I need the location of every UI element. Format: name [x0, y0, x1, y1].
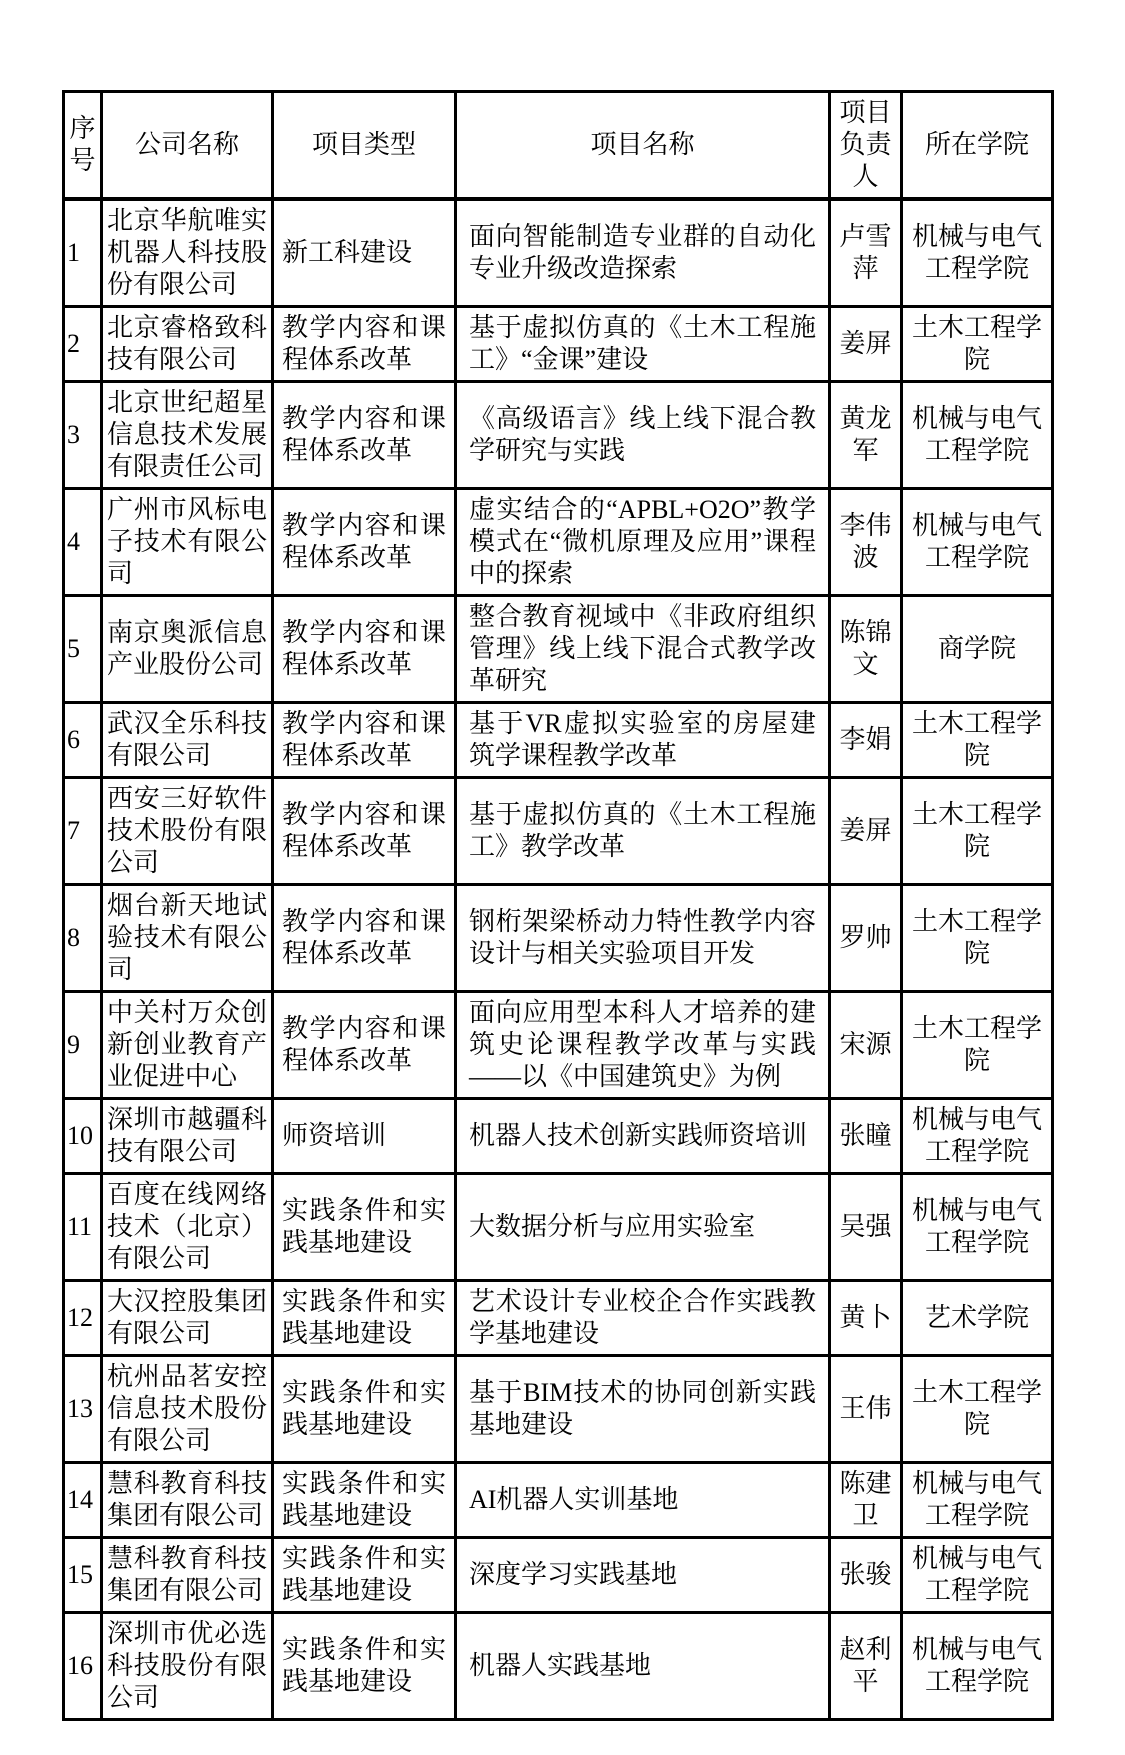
cell-seq: 14 [64, 1463, 102, 1538]
cell-leader: 陈锦文 [830, 596, 902, 703]
cell-name: 基于虚拟仿真的《土木工程施工》“金课”建设 [456, 307, 830, 382]
cell-leader: 姜屏 [830, 307, 902, 382]
cell-company: 慧科教育科技集团有限公司 [102, 1463, 273, 1538]
cell-name: 钢桁架梁桥动力特性教学内容设计与相关实验项目开发 [456, 885, 830, 992]
cell-name: 整合教育视域中《非政府组织管理》线上线下混合式教学改革研究 [456, 596, 830, 703]
table-row [64, 1463, 1053, 1538]
cell-company: 百度在线网络技术（北京）有限公司 [102, 1174, 273, 1281]
cell-type: 教学内容和课程体系改革 [273, 596, 456, 703]
cell-college: 机械与电气工程学院 [902, 1538, 1053, 1613]
cell-name: 大数据分析与应用实验室 [456, 1174, 830, 1281]
cell-type: 教学内容和课程体系改革 [273, 382, 456, 489]
cell-college: 土木工程学院 [902, 778, 1053, 885]
cell-college: 土木工程学院 [902, 703, 1053, 778]
cell-seq: 4 [64, 489, 102, 596]
cell-name: 面向应用型本科人才培养的建筑史论课程教学改革与实践——以《中国建筑史》为例 [456, 992, 830, 1099]
cell-type: 教学内容和课程体系改革 [273, 778, 456, 885]
projects-table [62, 90, 1054, 1721]
cell-leader: 王伟 [830, 1356, 902, 1463]
cell-college: 机械与电气工程学院 [902, 199, 1053, 307]
cell-leader: 黄卜 [830, 1281, 902, 1356]
column-header-college: 所在学院 [902, 92, 1053, 200]
column-header-name: 项目名称 [456, 92, 830, 200]
cell-seq: 13 [64, 1356, 102, 1463]
cell-college: 机械与电气工程学院 [902, 489, 1053, 596]
cell-leader: 罗帅 [830, 885, 902, 992]
cell-seq: 8 [64, 885, 102, 992]
cell-name: 机器人技术创新实践师资培训 [456, 1099, 830, 1174]
table-row [64, 199, 1053, 307]
table-row [64, 307, 1053, 382]
cell-name: 艺术设计专业校企合作实践教学基地建设 [456, 1281, 830, 1356]
cell-company: 烟台新天地试验技术有限公司 [102, 885, 273, 992]
cell-type: 新工科建设 [273, 199, 456, 307]
table-row [64, 489, 1053, 596]
cell-company: 中关村万众创新创业教育产业促进中心 [102, 992, 273, 1099]
column-header-seq: 序号 [64, 92, 102, 200]
cell-leader: 姜屏 [830, 778, 902, 885]
cell-type: 实践条件和实践基地建设 [273, 1356, 456, 1463]
cell-type: 教学内容和课程体系改革 [273, 885, 456, 992]
cell-type: 实践条件和实践基地建设 [273, 1281, 456, 1356]
cell-type: 实践条件和实践基地建设 [273, 1463, 456, 1538]
cell-college: 土木工程学院 [902, 307, 1053, 382]
cell-name: 深度学习实践基地 [456, 1538, 830, 1613]
cell-seq: 15 [64, 1538, 102, 1613]
cell-type: 实践条件和实践基地建设 [273, 1538, 456, 1613]
cell-seq: 12 [64, 1281, 102, 1356]
cell-name: 虚实结合的“APBL+O2O”教学模式在“微机原理及应用”课程中的探索 [456, 489, 830, 596]
cell-leader: 张骏 [830, 1538, 902, 1613]
cell-name: 面向智能制造专业群的自动化专业升级改造探索 [456, 199, 830, 307]
cell-college: 机械与电气工程学院 [902, 1174, 1053, 1281]
cell-leader: 吴强 [830, 1174, 902, 1281]
table-row [64, 596, 1053, 703]
cell-leader: 陈建卫 [830, 1463, 902, 1538]
cell-name: 《高级语言》线上线下混合教学研究与实践 [456, 382, 830, 489]
cell-company: 深圳市优必选科技股份有限公司 [102, 1613, 273, 1720]
cell-name: 基于BIM技术的协同创新实践基地建设 [456, 1356, 830, 1463]
table-row [64, 992, 1053, 1099]
cell-company: 西安三好软件技术股份有限公司 [102, 778, 273, 885]
table-row [64, 885, 1053, 992]
cell-leader: 黄龙军 [830, 382, 902, 489]
table-row [64, 778, 1053, 885]
header-row [64, 92, 1053, 200]
cell-leader: 李娟 [830, 703, 902, 778]
cell-type: 教学内容和课程体系改革 [273, 489, 456, 596]
table-row [64, 1281, 1053, 1356]
cell-leader: 卢雪萍 [830, 199, 902, 307]
cell-company: 杭州品茗安控信息技术股份有限公司 [102, 1356, 273, 1463]
table-row [64, 1613, 1053, 1720]
cell-type: 教学内容和课程体系改革 [273, 307, 456, 382]
cell-seq: 6 [64, 703, 102, 778]
table-row [64, 703, 1053, 778]
cell-leader: 李伟波 [830, 489, 902, 596]
cell-seq: 10 [64, 1099, 102, 1174]
cell-seq: 9 [64, 992, 102, 1099]
cell-name: 基于虚拟仿真的《土木工程施工》教学改革 [456, 778, 830, 885]
cell-company: 慧科教育科技集团有限公司 [102, 1538, 273, 1613]
cell-leader: 张瞳 [830, 1099, 902, 1174]
cell-seq: 3 [64, 382, 102, 489]
cell-company: 深圳市越疆科技有限公司 [102, 1099, 273, 1174]
document-page [62, 90, 1054, 1721]
cell-type: 教学内容和课程体系改革 [273, 703, 456, 778]
cell-college: 机械与电气工程学院 [902, 1463, 1053, 1538]
column-header-type: 项目类型 [273, 92, 456, 200]
cell-seq: 1 [64, 199, 102, 307]
cell-seq: 2 [64, 307, 102, 382]
column-header-leader: 项目负责人 [830, 92, 902, 200]
cell-name: 机器人实践基地 [456, 1613, 830, 1720]
cell-company: 广州市风标电子技术有限公司 [102, 489, 273, 596]
cell-college: 艺术学院 [902, 1281, 1053, 1356]
cell-type: 师资培训 [273, 1099, 456, 1174]
cell-leader: 赵利平 [830, 1613, 902, 1720]
cell-name: 基于VR虚拟实验室的房屋建筑学课程教学改革 [456, 703, 830, 778]
cell-college: 商学院 [902, 596, 1053, 703]
cell-company: 北京世纪超星信息技术发展有限责任公司 [102, 382, 273, 489]
cell-leader: 宋源 [830, 992, 902, 1099]
cell-company: 武汉全乐科技有限公司 [102, 703, 273, 778]
table-row [64, 1538, 1053, 1613]
cell-seq: 11 [64, 1174, 102, 1281]
cell-company: 北京睿格致科技有限公司 [102, 307, 273, 382]
cell-seq: 7 [64, 778, 102, 885]
cell-college: 机械与电气工程学院 [902, 1099, 1053, 1174]
cell-college: 机械与电气工程学院 [902, 1613, 1053, 1720]
table-row [64, 1099, 1053, 1174]
cell-company: 大汉控股集团有限公司 [102, 1281, 273, 1356]
cell-college: 土木工程学院 [902, 1356, 1053, 1463]
cell-college: 机械与电气工程学院 [902, 382, 1053, 489]
cell-college: 土木工程学院 [902, 885, 1053, 992]
cell-name: AI机器人实训基地 [456, 1463, 830, 1538]
cell-type: 实践条件和实践基地建设 [273, 1174, 456, 1281]
column-header-company: 公司名称 [102, 92, 273, 200]
table-row [64, 1174, 1053, 1281]
table-header [64, 92, 1053, 200]
cell-company: 南京奥派信息产业股份公司 [102, 596, 273, 703]
cell-type: 教学内容和课程体系改革 [273, 992, 456, 1099]
table-row [64, 1356, 1053, 1463]
cell-seq: 16 [64, 1613, 102, 1720]
table-row [64, 382, 1053, 489]
cell-college: 土木工程学院 [902, 992, 1053, 1099]
cell-seq: 5 [64, 596, 102, 703]
cell-company: 北京华航唯实机器人科技股份有限公司 [102, 199, 273, 307]
cell-type: 实践条件和实践基地建设 [273, 1613, 456, 1720]
table-body [64, 199, 1053, 1720]
